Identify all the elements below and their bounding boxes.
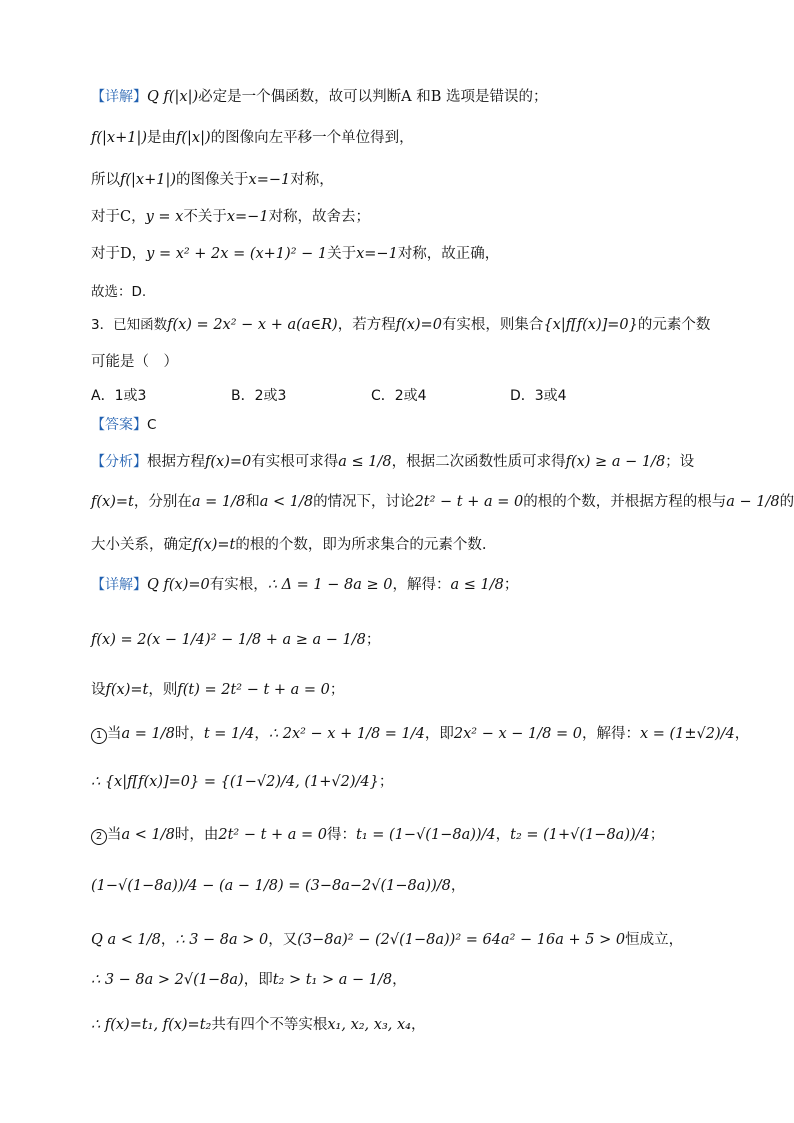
math-expr: a ≤ 1/8 — [338, 454, 392, 470]
question-3 — [91, 315, 734, 335]
detail-line-4 — [91, 207, 734, 227]
math-expr: ∴ Δ = 1 − 8a ≥ 0 — [267, 577, 393, 593]
text: 是由 — [147, 130, 177, 146]
math-expr: (3−8a)² − (2√(1−8a))² = 64a² − 16a + 5 > 0 — [297, 932, 626, 948]
option-d: D．3或4 — [510, 388, 567, 404]
detail2-line-2 — [91, 630, 734, 650]
math-expr: f(x)=0 — [395, 317, 442, 333]
analysis-line-2 — [91, 492, 794, 512]
answer-value: C — [147, 417, 157, 433]
text: 当 — [107, 726, 122, 742]
math-expr: ∴ f(x)=t₁, f(x)=t₂ — [91, 1017, 212, 1033]
math-expr: t = 1/4 — [203, 726, 255, 742]
math-expr: Q a < 1/8 — [91, 932, 161, 948]
math-expr: a < 1/8 — [121, 827, 175, 843]
text: ； — [649, 827, 665, 843]
text: 关于 — [327, 246, 357, 262]
text: 可能是（ ） — [91, 354, 178, 370]
math-expr: ∴ 2x² − x + 1/8 = 1/4 — [268, 726, 425, 742]
analysis-tag: 【分析】 — [91, 454, 147, 470]
text: 不关于 — [183, 209, 227, 225]
detail2-line-5 — [91, 772, 734, 792]
text: 和 — [245, 494, 260, 510]
answer-tag: 【答案】 — [91, 417, 147, 433]
text: 所以 — [91, 172, 120, 188]
detail2-line-7 — [91, 876, 734, 896]
math-expr: ∴ 3 − 8a > 2√(1−8a) — [91, 972, 244, 988]
option-c: C．2或4 — [371, 388, 427, 404]
text: 对称，故正确， — [397, 246, 500, 262]
math-expr: a < 1/8 — [259, 494, 314, 510]
math-expr: f(x) = 2x² − x + a(a∈R) — [167, 317, 338, 333]
text: 恒成立， — [625, 932, 684, 948]
math-expr: x = (1±√2)/4 — [639, 726, 735, 742]
math-expr: {x|f[f(x)]=0} — [543, 317, 638, 333]
text: ； — [503, 577, 519, 593]
text: 有实根， — [209, 577, 268, 593]
math-expr: f(x)=0 — [205, 454, 252, 470]
detail-tag: 【详解】 — [91, 89, 147, 105]
math-expr: f(x) ≥ a − 1/8 — [565, 454, 666, 470]
math-expr: a − 1/8 — [726, 494, 780, 510]
detail2-line-3 — [91, 680, 734, 700]
text: ，则 — [148, 682, 178, 698]
math-expr: f(|x+1|) — [91, 130, 148, 146]
text: 共有四个不等实根 — [211, 1017, 328, 1033]
text: 得： — [327, 827, 357, 843]
math-expr: a = 1/8 — [191, 494, 246, 510]
math-expr: f(x)=t — [192, 537, 236, 553]
text: 大小关系，确定 — [91, 537, 193, 553]
math-expr: y = x² + 2x = (x+1)² − 1 — [146, 246, 328, 262]
text: 对于D， — [91, 246, 147, 262]
detail2-line-1 — [91, 575, 734, 595]
math-expr: t₂ = (1+√(1−8a))/4 — [510, 827, 650, 843]
math-expr: f(t) = 2t² − t + a = 0 — [177, 682, 330, 698]
text: 根据方程 — [147, 454, 205, 470]
text: ，即 — [243, 972, 273, 988]
text: 时，由 — [174, 827, 219, 843]
text: ，解得： — [581, 726, 640, 742]
math-expr: ∴ 3 − 8a > 0 — [175, 932, 269, 948]
math-expr: t₂ > t₁ > a − 1/8 — [272, 972, 393, 988]
text: ； — [378, 774, 394, 790]
detail2-line-9 — [91, 970, 734, 990]
math-expr: Q f(x)=0 — [147, 577, 210, 593]
detail2-line-10 — [91, 1015, 734, 1035]
text: 设 — [91, 682, 106, 698]
text: ， — [450, 878, 466, 894]
detail2-line-4: 1 当a = 1/8时，t = 1/4，∴ 2x² − x + 1/8 = 1/4，即2x² − x − 1/8 = 0，解得：x = (1±√2)/4， — [91, 724, 734, 744]
text: ，解得： — [392, 577, 451, 593]
math-expr: f(|x+1|) — [120, 172, 177, 188]
text: ，分别在 — [133, 494, 192, 510]
detail2-line-8: Q a < 1/8，∴ 3 − 8a > 0，又(3−8a)² − (2√(1−8a))² = 64a² − 16a + 5 > 0恒成立， — [91, 932, 684, 948]
math-expr: a = 1/8 — [121, 726, 175, 742]
text: 有实根可求得 — [251, 454, 339, 470]
math-expr: a ≤ 1/8 — [450, 577, 504, 593]
text: 故选：D. — [91, 284, 147, 300]
text: ，又 — [268, 932, 298, 948]
text: ，即 — [424, 726, 454, 742]
analysis-line-1 — [91, 452, 734, 472]
detail-line-6 — [91, 282, 734, 302]
text: 的根的个数，并根据方程的根与 — [523, 494, 727, 510]
text: 当 — [107, 827, 122, 843]
text: 的图像关于 — [176, 172, 249, 188]
detail2-line-6: 2 当a < 1/8时，由2t² − t + a = 0得：t₁ = (1−√(1−8a))/4，t₂ = (1+√(1−8a))/4； — [91, 825, 734, 845]
math-expr: y = x — [145, 209, 184, 225]
detail-line-2 — [91, 128, 734, 148]
math-expr: x=−1 — [248, 172, 291, 188]
text: 对称， — [290, 172, 334, 188]
text: 的根的个数，即为所求集合的元素个数. — [235, 537, 487, 553]
math-expr: x=−1 — [226, 209, 269, 225]
option-b: B．2或3 — [231, 388, 287, 404]
text: 的情况下，讨论 — [313, 494, 415, 510]
math-expr: (1−√(1−8a))/4 − (a − 1/8) = (3−8a−2√(1−8a))/8 — [91, 878, 451, 894]
text: ； — [365, 632, 381, 648]
math-expr: f(|x|) — [176, 130, 211, 146]
math-expr: f(x)=t — [105, 682, 149, 698]
text: 对于C， — [91, 209, 146, 225]
math-expr: t₁ = (1−√(1−8a))/4 — [356, 827, 496, 843]
detail-tag: 【详解】 — [91, 577, 147, 593]
math-expr: 2t² − t + a = 0 — [414, 494, 524, 510]
text: 的 — [779, 494, 794, 510]
text: 的元素个数 — [637, 317, 711, 333]
math-expr: f(x)=t — [91, 494, 134, 510]
text: 有实根，则集合 — [441, 317, 544, 333]
math-expr: x=−1 — [356, 246, 398, 262]
question-number: 3．已知函数 — [91, 317, 168, 333]
circled-number: 2 — [91, 829, 107, 845]
text: 必定是一个偶函数，故可以判断A 和B 选项是错误的； — [198, 89, 548, 105]
detail-line-1 — [91, 87, 734, 107]
text: ， — [410, 1017, 426, 1033]
math-expr: x₁, x₂, x₃, x₄ — [327, 1017, 411, 1033]
circled-number: 1 — [91, 728, 107, 744]
text: 对称，故舍去； — [268, 209, 371, 225]
text: ； — [329, 682, 345, 698]
text: ；设 — [665, 454, 695, 470]
text: ， — [734, 726, 750, 742]
math-expr: 2x² − x − 1/8 = 0 — [453, 726, 582, 742]
math-expr: Q f(|x|) — [147, 89, 199, 105]
text: ， — [392, 972, 407, 988]
text: 的图像向左平移一个单位得到， — [210, 130, 414, 146]
math-expr: ∴ {x|f[f(x)]=0} = {(1−√2)/4, (1+√2)/4} — [91, 774, 379, 790]
text: 时， — [174, 726, 204, 742]
text: ，根据二次函数性质可求得 — [391, 454, 566, 470]
detail-line-5 — [91, 244, 734, 264]
math-expr: f(x) = 2(x − 1/4)² − 1/8 + a ≥ a − 1/8 — [91, 632, 366, 648]
detail-line-3 — [91, 170, 734, 190]
analysis-line-3 — [91, 535, 734, 555]
math-expr: 2t² − t + a = 0 — [218, 827, 328, 843]
question-3-continued — [91, 352, 734, 372]
answer-line — [91, 415, 734, 435]
text: ，若方程 — [337, 317, 396, 333]
option-a: A．1或3 — [91, 388, 147, 404]
